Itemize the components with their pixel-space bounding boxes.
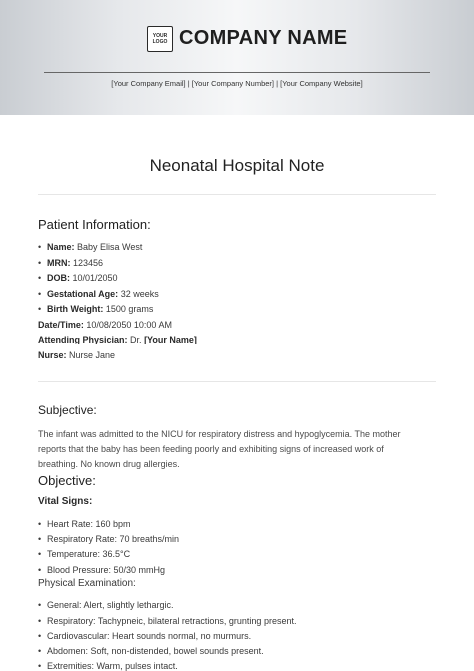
subjective-heading: Subjective: [38,403,97,417]
patient-info-heading: Patient Information: [38,217,151,232]
vital-sign-item: • Heart Rate: 160 bpm [38,519,131,529]
document-title: Neonatal Hospital Note [149,156,325,175]
item-value: 32 weeks [120,289,159,299]
patient-mrn-item [38,258,103,268]
physician-line [38,335,197,344]
vital-sign-item: • Temperature: 36.5°C [38,549,130,559]
item-label: Name: [47,242,75,252]
patient-name-item [38,242,142,252]
nurse-line [38,350,115,360]
vital-sign-item: • Respiratory Rate: 70 breaths/min [38,534,179,544]
subjective-line: The infant was admitted to the NICU for respiratory distress and hypoglycemia. The mother [38,429,401,439]
vital-sign-item: • Blood Pressure: 50/30 mmHg [38,565,165,575]
patient-gestational-age-item [38,289,159,299]
item-value: 10/01/2050 [72,273,118,283]
item-label: Birth Weight: [47,304,104,314]
nurse-value: Nurse Jane [69,350,116,360]
item-label: MRN: [47,258,71,268]
divider-middle [38,381,436,382]
datetime-line [38,320,172,330]
company-name: COMPANY NAME [179,27,348,49]
patient-dob-item [38,273,118,283]
document-header [0,0,474,115]
physical-exam-item: • Extremities: Warm, pulses intact. [38,661,178,671]
physical-exam-item: • Abdomen: Soft, non-distended, bowel sounds present. [38,646,264,656]
divider-top [38,194,436,195]
objective-heading: Objective: [38,473,96,488]
nurse-label: Nurse: [38,350,67,360]
datetime-value: 10/08/2050 10:00 AM [86,320,172,330]
item-label: DOB: [47,273,70,283]
item-value: 1500 grams [105,304,154,314]
physician-value: Dr. [130,335,142,344]
item-value: Baby Elisa West [77,242,143,252]
physical-exam-item: • Respiratory: Tachypneic, bilateral retractions, grunting present. [38,616,296,626]
company-logo: YOUR LOGO [147,26,173,52]
company-contact-line: [Your Company Email] | [Your Company Number] | [Your Company Website] [111,79,363,88]
item-label: Gestational Age: [47,289,119,299]
datetime-label: Date/Time: [38,320,84,330]
subjective-line: breathing. No known drug allergies. [38,459,180,469]
header-divider [44,72,430,73]
physical-exam-item: • General: Alert, slightly lethargic. [38,600,174,610]
patient-birth-weight-item [38,304,153,314]
physician-placeholder: [Your Name] [144,335,197,344]
vital-signs-heading: Vital Signs: [38,496,93,507]
subjective-paragraph [38,427,438,472]
physical-exam-heading: Physical Examination: [38,578,136,589]
item-value: 123456 [73,258,104,268]
subjective-line: reports that the baby has been feeding poorly and exhibiting signs of increased work of [38,444,384,454]
physical-exam-item: • Cardiovascular: Heart sounds normal, no murmurs. [38,631,251,641]
physician-label: Attending Physician: [38,335,128,344]
